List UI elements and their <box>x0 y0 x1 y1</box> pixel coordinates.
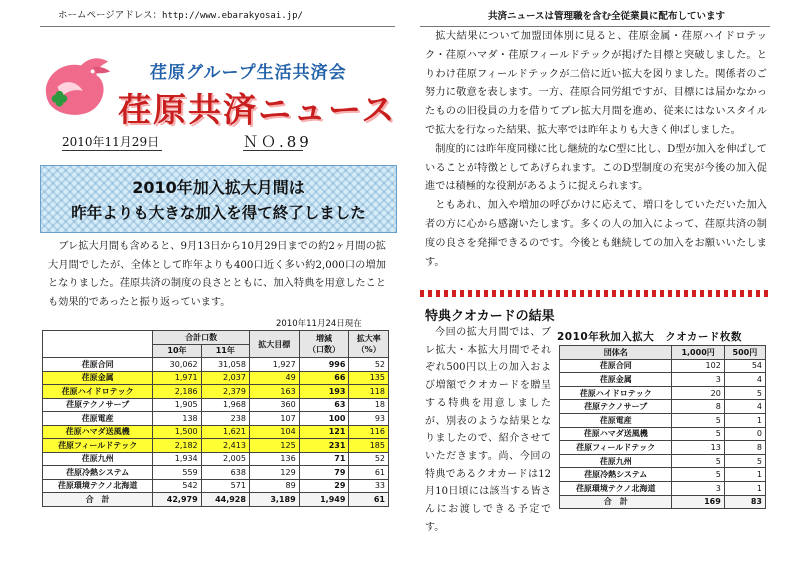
quo-cell-c500: 8 <box>724 441 765 455</box>
group-name: 荏原グループ生活共済会 <box>150 63 347 83</box>
quo-cell-c1000: 3 <box>672 373 724 387</box>
cell-target: 107 <box>249 412 299 426</box>
quo-row <box>560 400 766 414</box>
quo-header-500: 500円 <box>724 346 765 360</box>
cell-rate: 52 <box>349 452 389 466</box>
cell-name: 荏原テクノサーブ <box>43 398 153 412</box>
quo-cell-name: 荏原テクノサーブ <box>560 400 672 414</box>
cell-target: 3,189 <box>249 493 299 507</box>
quo-cell-name: 荏原電産 <box>560 413 672 427</box>
quo-row <box>560 386 766 400</box>
header-y11: 11年 <box>201 344 249 358</box>
quo-header-1000: 1,000円 <box>672 346 724 360</box>
header-rate <box>349 331 389 358</box>
quo-cell-c1000: 169 <box>672 495 724 509</box>
cell-rate: 135 <box>349 371 389 385</box>
cell-y11: 44,928 <box>201 493 249 507</box>
cell-change: 231 <box>299 439 349 453</box>
issue-date: 2010年11月29日 <box>62 135 160 149</box>
quo-cell-c1000: 102 <box>672 359 724 373</box>
cell-target: 129 <box>249 466 299 480</box>
cell-target: 49 <box>249 371 299 385</box>
cell-y10: 542 <box>153 479 201 493</box>
cell-change: 193 <box>299 385 349 399</box>
quo-cell-name: 荏原金属 <box>560 373 672 387</box>
table-total-row <box>43 493 389 507</box>
quo-cell-name: 荏原環境テクノ北海道 <box>560 481 672 495</box>
cell-target: 360 <box>249 398 299 412</box>
cell-name: 荏原環境テクノ北海道 <box>43 479 153 493</box>
table-row <box>43 452 389 466</box>
banner-line-2: 昨年よりも大きな加入を得て終了しました <box>71 204 366 222</box>
quo-cell-c500: 4 <box>724 400 765 414</box>
cell-rate: 52 <box>349 358 389 372</box>
cell-change: 71 <box>299 452 349 466</box>
cell-name: 荏原合同 <box>43 358 153 372</box>
quo-cell-c1000: 8 <box>672 400 724 414</box>
cell-target: 89 <box>249 479 299 493</box>
table-row <box>43 358 389 372</box>
quo-row <box>560 468 766 482</box>
header-change-label: 増減 <box>316 334 333 343</box>
table-row <box>43 371 389 385</box>
quo-cell-c1000: 5 <box>672 413 724 427</box>
quo-row <box>560 413 766 427</box>
table-row <box>43 412 389 426</box>
homepage-url[interactable]: http://www.ebarakyosai.jp/ <box>162 11 303 21</box>
quo-row <box>560 427 766 441</box>
cell-rate: 18 <box>349 398 389 412</box>
cell-y10: 2,186 <box>153 385 201 399</box>
cell-change: 1,949 <box>299 493 349 507</box>
cell-change: 79 <box>299 466 349 480</box>
header-y10: 10年 <box>153 344 201 358</box>
quo-row <box>560 441 766 455</box>
quo-total-row <box>560 495 766 509</box>
homepage-address <box>58 7 303 21</box>
homepage-label: ホームページアドレス： <box>58 10 163 21</box>
cell-rate: 61 <box>349 493 389 507</box>
quo-cell-name: 荏原ハイドロテック <box>560 386 672 400</box>
cell-y11: 31,058 <box>201 358 249 372</box>
cell-change: 100 <box>299 412 349 426</box>
cell-target: 125 <box>249 439 299 453</box>
cell-name: 荏原電産 <box>43 412 153 426</box>
quo-cell-c1000: 5 <box>672 427 724 441</box>
quo-card-table-body <box>560 359 766 509</box>
cell-y11: 571 <box>201 479 249 493</box>
quo-cell-c1000: 3 <box>672 481 724 495</box>
quo-header-name: 団体名 <box>560 346 672 360</box>
cell-y11: 2,037 <box>201 371 249 385</box>
header-change <box>299 331 349 358</box>
header-change-unit: （口数） <box>308 345 341 354</box>
cell-rate: 93 <box>349 412 389 426</box>
results-paragraph-1: 拡大結果について加盟団体別に見ると、荏原金属・荏原ハイドロテック・荏原ハマダ・荏原フィールドテックが掲げた目標と突破しました。とりわけ荏原フィールドテックが二倍に近い拡大を図りました。関係者のご努力に敬意を表します。一方、荏原合同労組ですが、目標には届かなかったものの旧役員の力を借りてブレ拡大月間を進め、従来にはないスタイルで拡大を行なった結果、拡大率では昨年よりも大きく伸ばしました。 <box>425 31 767 136</box>
cell-y11: 1,621 <box>201 425 249 439</box>
enrollment-table-body <box>43 358 389 507</box>
table-as-of-date: 2010年11月24日現在 <box>276 319 362 329</box>
cell-change: 996 <box>299 358 349 372</box>
cell-name: 荏原金属 <box>43 371 153 385</box>
header-rate-unit: （%） <box>356 345 381 354</box>
issue-underline <box>243 150 303 151</box>
cell-change: 29 <box>299 479 349 493</box>
results-paragraph-3: ともあれ、加入や増加の呼びかけに応えて、増口をしていただいた加入者の方に心から感謝いたします。多くの人の加入によって、荏原共済の制度の良さを発揮できるのです。今後とも継続しての加入をお願いいたします。 <box>425 200 767 268</box>
newsletter-title: 荏原共済ニュース <box>118 90 397 129</box>
cell-name: 荏原フィールドテック <box>43 439 153 453</box>
quo-cell-name: 荏原フィールドテック <box>560 441 672 455</box>
quo-cell-c1000: 13 <box>672 441 724 455</box>
table-row <box>43 425 389 439</box>
quo-row <box>560 454 766 468</box>
cell-y10: 1,500 <box>153 425 201 439</box>
cell-name: 荏原ハマダ送風機 <box>43 425 153 439</box>
quo-cell-c500: 5 <box>724 454 765 468</box>
cell-y11: 2,413 <box>201 439 249 453</box>
cell-y10: 2,182 <box>153 439 201 453</box>
quo-cell-c1000: 5 <box>672 468 724 482</box>
quo-cell-c1000: 5 <box>672 454 724 468</box>
cell-y10: 1,934 <box>153 452 201 466</box>
quo-cell-c500: 5 <box>724 386 765 400</box>
header-rule-right <box>420 26 770 27</box>
cell-y11: 2,005 <box>201 452 249 466</box>
distribution-note: 共済ニュースは管理職を含む全従業員に配布しています <box>488 11 726 22</box>
quo-cell-c500: 1 <box>724 481 765 495</box>
quo-cell-name: 合 計 <box>560 495 672 509</box>
quo-cell-c500: 4 <box>724 373 765 387</box>
bird-clover-logo-icon <box>38 48 116 126</box>
header-rule-left <box>40 26 395 27</box>
results-paragraph-2: 制度的には昨年度同様に比し継続的なC型に比し、D型が加入を伸ばしていることが特徴としてあげられます。このD型制度の充実が今後の加入促進では積極的な役割があるように捉えられます。 <box>425 143 767 193</box>
cell-name: 荏原冷熱システム <box>43 466 153 480</box>
enrollment-table <box>42 330 389 507</box>
header-target: 拡大目標 <box>249 331 299 358</box>
quo-cell-c500: 1 <box>724 413 765 427</box>
cell-name: 荏原ハイドロテック <box>43 385 153 399</box>
cell-y11: 238 <box>201 412 249 426</box>
quo-row <box>560 359 766 373</box>
table-row <box>43 466 389 480</box>
cell-y10: 138 <box>153 412 201 426</box>
cell-rate: 185 <box>349 439 389 453</box>
cell-target: 136 <box>249 452 299 466</box>
table-row <box>43 398 389 412</box>
cell-name: 荏原九州 <box>43 452 153 466</box>
cell-y10: 42,979 <box>153 493 201 507</box>
cell-rate: 116 <box>349 425 389 439</box>
header-units: 合計口数 <box>153 331 250 345</box>
quo-table-title: 2010年秋加入拡大 クオカード枚数 <box>557 331 742 343</box>
cell-y10: 30,062 <box>153 358 201 372</box>
table-row <box>43 479 389 493</box>
header-rate-label: 拡大率 <box>356 334 381 343</box>
quo-cell-name: 荏原冷熱システム <box>560 468 672 482</box>
date-underline <box>62 150 162 151</box>
quo-cell-name: 荏原ハマダ送風機 <box>560 427 672 441</box>
quo-section-heading: 特典クオカードの結果 <box>425 309 555 324</box>
quo-cell-c1000: 20 <box>672 386 724 400</box>
issue-number: ＮＯ.89 <box>243 133 312 151</box>
table-row <box>43 439 389 453</box>
cell-change: 63 <box>299 398 349 412</box>
quo-cell-c500: 83 <box>724 495 765 509</box>
cell-change: 66 <box>299 371 349 385</box>
quo-row <box>560 373 766 387</box>
table-row <box>43 385 389 399</box>
cell-target: 104 <box>249 425 299 439</box>
intro-paragraph: ブレ拡大月間も含めると、9月13日から10月29日までの約2ヶ月間の拡大月間でしたが、全体として昨年よりも400口近く多い約2,000口の増加となりました。荏原共済の制度の良さとともに、加入特典を用意したことも効果的であったと振り返っています。 <box>48 241 386 308</box>
corner-cell <box>43 331 153 358</box>
quo-card-table <box>559 345 766 509</box>
section-divider <box>420 290 772 297</box>
cell-y10: 1,905 <box>153 398 201 412</box>
quo-row <box>560 481 766 495</box>
results-text <box>425 28 767 272</box>
quo-cell-name: 荏原合同 <box>560 359 672 373</box>
cell-rate: 61 <box>349 466 389 480</box>
cell-target: 1,927 <box>249 358 299 372</box>
cell-name: 合 計 <box>43 493 153 507</box>
quo-cell-c500: 1 <box>724 468 765 482</box>
cell-y11: 1,968 <box>201 398 249 412</box>
quo-cell-c500: 0 <box>724 427 765 441</box>
quo-cell-c500: 54 <box>724 359 765 373</box>
cell-y11: 638 <box>201 466 249 480</box>
headline-banner <box>40 165 397 233</box>
cell-rate: 33 <box>349 479 389 493</box>
cell-target: 163 <box>249 385 299 399</box>
cell-y10: 1,971 <box>153 371 201 385</box>
quo-section-paragraph: 今回の拡大月間では、ブレ拡大・本拡大月間でそれぞれ500円以上の加入および増額でクオカードを贈呈する特典を用意しましたが、別表のような結果となりましたので、紹介させていただきます。尚、今回の特典であるクオカードは12月10日頃には該当する皆さんにお渡しできる予定です。 <box>425 327 551 533</box>
cell-rate: 118 <box>349 385 389 399</box>
cell-y11: 2,379 <box>201 385 249 399</box>
banner-line-1: 2010年加入拡大月間は <box>132 178 305 197</box>
cell-y10: 559 <box>153 466 201 480</box>
quo-cell-name: 荏原九州 <box>560 454 672 468</box>
cell-change: 121 <box>299 425 349 439</box>
